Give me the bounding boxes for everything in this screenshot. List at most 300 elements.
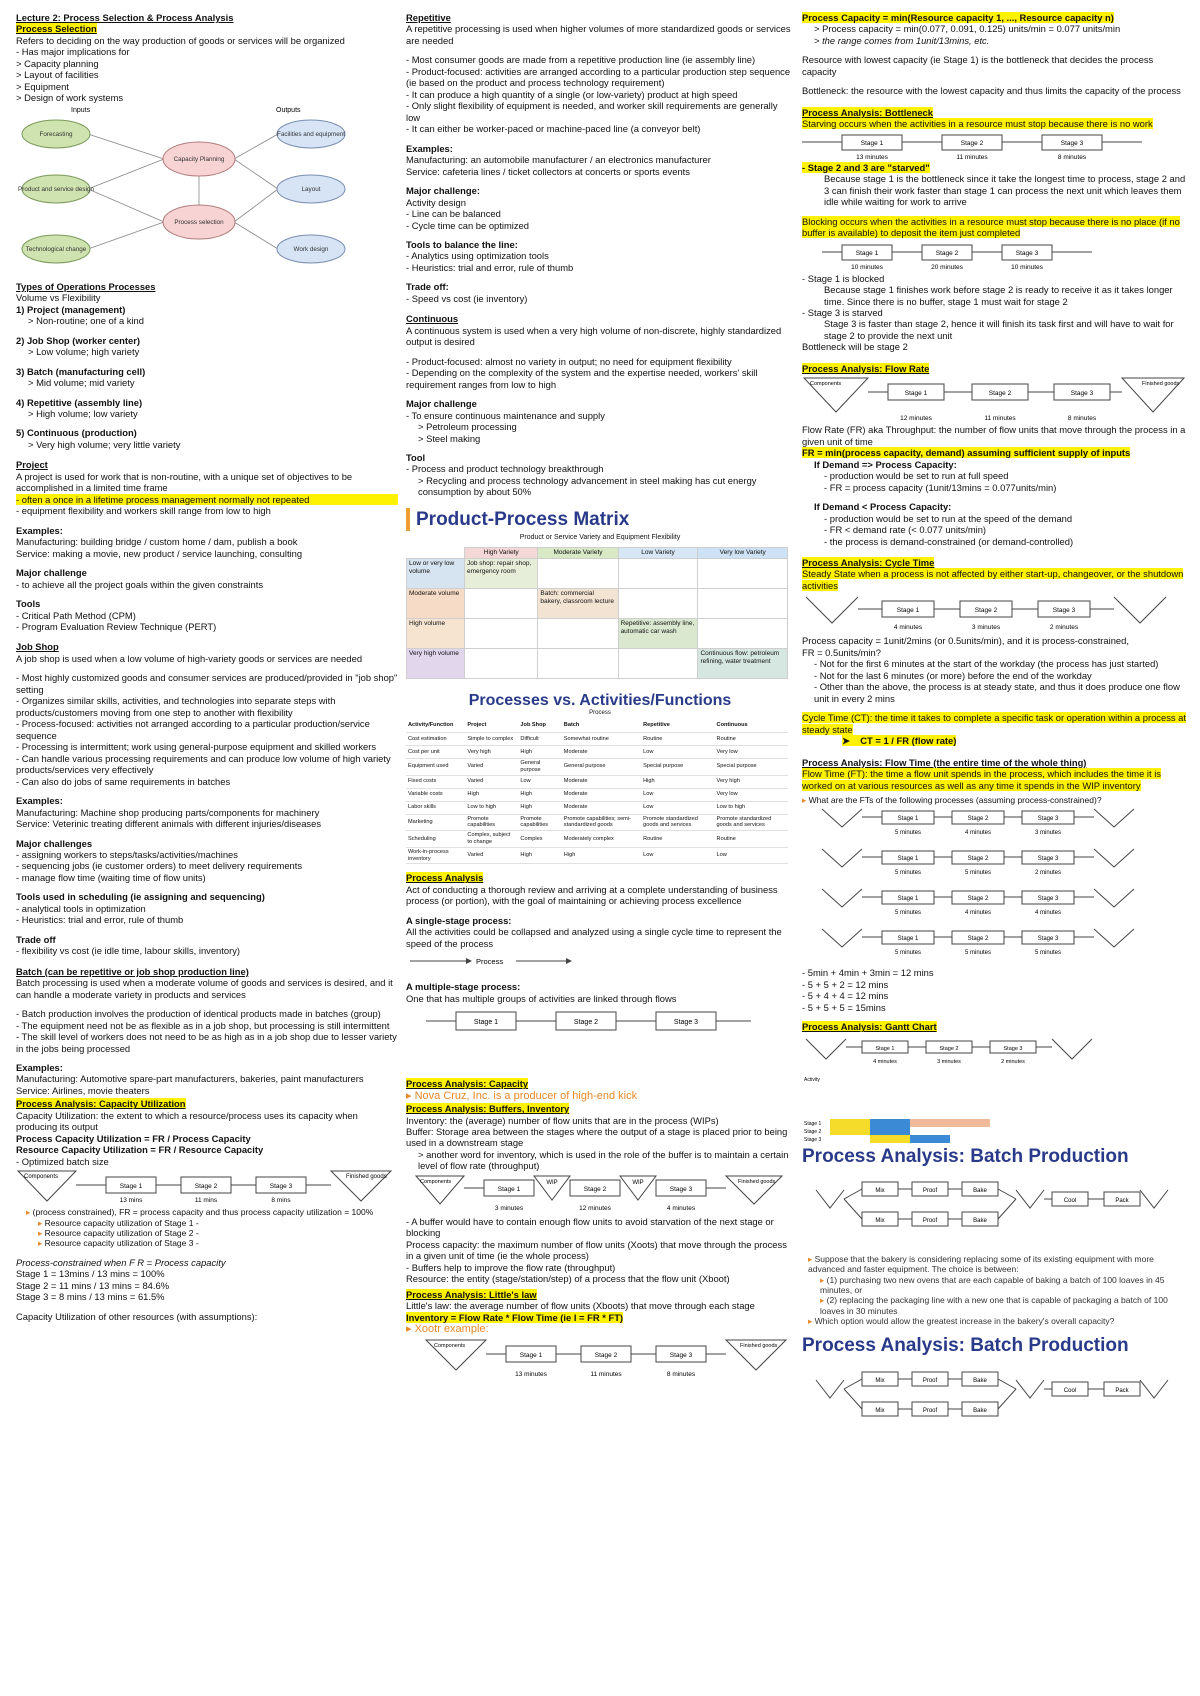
table-cell: Moderate xyxy=(562,775,641,788)
svg-text:3 minutes: 3 minutes xyxy=(494,1204,524,1212)
svg-text:Process: Process xyxy=(476,957,504,967)
ps-item: > Layout of facilities xyxy=(16,69,99,81)
table-cell: Promote standardized goods and services xyxy=(715,814,788,831)
table-cell: Promote standardized goods and services xyxy=(641,814,714,831)
table-cell: Cost per unit xyxy=(406,745,465,758)
rep-line: - It can either be worker-paced or machine-paced line (a conveyor belt) xyxy=(406,123,701,135)
bakery-step-label: Bake xyxy=(973,1407,987,1414)
buf-line: Inventory: the (average) number of flow units that are in the process (WIPs) xyxy=(406,1114,719,1126)
example-line: Manufacturing: building bridge / custom home / dam, publish a book xyxy=(16,536,298,548)
buffer-flow-diagram xyxy=(406,1172,794,1216)
column-2 xyxy=(406,12,794,1688)
svg-text:Components: Components xyxy=(810,381,842,388)
rep-line: - It can produce a high quantity of a single (or low-variety) product at high speed xyxy=(406,88,738,100)
svg-text:Stage 3: Stage 3 xyxy=(269,1183,293,1191)
capacity-heading: Process Analysis: Capacity xyxy=(406,1078,529,1090)
buf-line: Buffer: Storage area between the stages where the output of a stage is placed prior to being used in a downstream stage xyxy=(406,1125,788,1149)
block-note: Stage 3 is faster than stage 2, hence it will finish its task first and will have to wait for stage 2 to provide the next unit xyxy=(824,318,1174,341)
ft-stage-label: Stage 2 xyxy=(967,896,989,903)
fr-line: - production would be set to run at full speed xyxy=(824,470,1009,482)
svg-text:4 minutes: 4 minutes xyxy=(873,1058,897,1065)
process-capacity-formula: Process Capacity = min(Resource capacity 1, ..., Resource capacity n) xyxy=(802,12,1114,23)
little-line: Inventory = Flow Rate * Flow Time (ie I = FR * FT) xyxy=(406,1311,624,1323)
bakery-step-label: Bake xyxy=(973,1187,987,1194)
challenge-line: - assigning workers to steps/tasks/activities/machines xyxy=(16,848,238,860)
gantt-row-label: Stage 1 xyxy=(804,1120,822,1127)
job-line: - Process-focused: activities not arranged according to a particular production/service sequence xyxy=(16,718,370,741)
svg-text:Finished goods: Finished goods xyxy=(1142,381,1180,388)
table-row xyxy=(406,847,788,864)
block-note: Bottleneck will be stage 2 xyxy=(802,341,908,353)
fr-line: FR = min(process capacity, demand) assuming sufficient supply of inputs xyxy=(802,447,1131,459)
svg-text:Stage 3: Stage 3 xyxy=(1060,139,1084,147)
table-cell: General purpose xyxy=(562,758,641,775)
svg-text:13 minutes: 13 minutes xyxy=(515,1371,547,1379)
table-cell: Labor skills xyxy=(406,801,465,814)
cu-line: Process Capacity Utilization = FR / Process Capacity xyxy=(16,1132,251,1144)
ft-stage-label: Stage 1 xyxy=(897,936,919,943)
process-analysis-heading: Process Analysis xyxy=(406,872,484,884)
table-cell: Promote capabilities; semi-standardized goods xyxy=(562,814,641,831)
type-name: 4) Repetitive (assembly line) xyxy=(16,396,143,408)
svg-text:Stage 3: Stage 3 xyxy=(1070,390,1094,398)
gantt-bar xyxy=(830,1119,870,1127)
major-challenge-heading: Major challenge xyxy=(406,398,477,410)
tool-line: - Critical Path Method (CPM) xyxy=(16,609,136,621)
starve-flow-diagram xyxy=(802,130,1186,162)
tool-line: - Analytics using optimization tools xyxy=(406,250,549,262)
table-cell: Varied xyxy=(465,847,518,864)
table-cell: Special purpose xyxy=(641,758,714,775)
table-cell: High xyxy=(465,788,518,801)
rep-line: - Product-focused: activities are arranged according to a particular production step sequence (ie based on the product and process technology requirement) xyxy=(406,65,791,89)
capacity-bullet: ▸ Nova Cruz, Inc. is a producer of high-end kick xyxy=(406,1089,638,1102)
fr-line: Flow Rate (FR) aka Throughput: the number of flow units that move through the process in a given unit of time xyxy=(802,424,1186,447)
ft-stage-label: Stage 2 xyxy=(967,816,989,823)
continuous-heading: Continuous xyxy=(406,313,459,325)
cu-other: Capacity Utilization of other resources (with assumptions): xyxy=(16,1310,258,1322)
tool-line: - Heuristics: trial and error, rule of thumb xyxy=(16,914,184,926)
project-line: - equipment flexibility and workers skill range from low to high xyxy=(16,505,271,517)
ft-stage-time: 5 minutes xyxy=(894,950,922,957)
block-note: - Stage 1 is blocked xyxy=(802,272,885,284)
svg-text:8 minutes: 8 minutes xyxy=(666,1371,696,1379)
cu-calc: Stage 1 = 13mins / 13 mins = 100% xyxy=(16,1268,165,1280)
matrix-row-header: Very high volume xyxy=(407,648,465,678)
table-cell: Routine xyxy=(641,732,714,745)
rep-line: - Only slight flexibility of equipment is needed, and worker skill requirements are generally low xyxy=(406,100,778,123)
svg-text:12 minutes: 12 minutes xyxy=(579,1204,611,1212)
svg-text:8 mins: 8 mins xyxy=(271,1197,291,1205)
ft-flow-2 xyxy=(822,849,1134,876)
major-challenge-heading: Major challenge: xyxy=(406,185,480,197)
inputs-label: Inputs xyxy=(71,106,91,114)
table-cell: Very low xyxy=(715,745,788,758)
svg-text:11 minutes: 11 minutes xyxy=(590,1371,622,1379)
table-header: Activity/Function xyxy=(406,719,465,732)
type-name: 1) Project (management) xyxy=(16,303,126,315)
ft-stage-time: 3 minutes xyxy=(1034,830,1062,837)
table-cell: High xyxy=(518,745,561,758)
svg-text:3 minutes: 3 minutes xyxy=(971,624,1001,632)
matrix-cell: Job shop: repair shop, emergency room xyxy=(465,558,538,588)
svg-text:Stage 2: Stage 2 xyxy=(573,1019,599,1027)
table-cell: Low xyxy=(641,788,714,801)
table-row xyxy=(406,732,788,745)
matrix-col-header: Low Variety xyxy=(618,547,698,558)
example-line: Service: cafeteria lines / ticket collectors at concerts or sports events xyxy=(406,165,690,177)
table-cell: Variable costs xyxy=(406,788,465,801)
example-line: Service: Airlines, movie theaters xyxy=(16,1084,150,1096)
table-cell: Fixed costs xyxy=(406,775,465,788)
pc-line: > Process capacity = min(0.077, 0.091, 0.125) units/min = 0.077 units/min xyxy=(814,23,1121,35)
ft-stage-label: Stage 3 xyxy=(1037,936,1059,943)
trade-off-heading: Trade off xyxy=(16,933,56,945)
ft-flow-1 xyxy=(822,809,1134,836)
tools-heading: Tools xyxy=(16,598,41,610)
ft-stage-time: 5 minutes xyxy=(964,870,992,877)
batch-bullet: ▸ Which option would allow the greatest increase in the bakery's overall capacity? xyxy=(808,1316,1115,1327)
svg-text:Stage 2: Stage 2 xyxy=(960,139,984,147)
flow-time-question: ▸ What are the FTs of the following processes (assuming process-constrained)? xyxy=(802,795,1102,806)
table-cell: Very low xyxy=(715,788,788,801)
svg-text:WIP: WIP xyxy=(546,1179,558,1186)
types-subheading: Volume vs Flexibility xyxy=(16,292,101,304)
node-label: Process selection xyxy=(174,218,224,226)
ft-stage-time: 4 minutes xyxy=(964,830,992,837)
bakery-step-label: Bake xyxy=(973,1377,987,1384)
tool-line: > Recycling and process technology advancement in steel making has cut energy consumption by about 50% xyxy=(418,474,757,498)
gantt-heading: Process Analysis: Gantt Chart xyxy=(802,1021,937,1033)
littles-law-heading: Process Analysis: Little's law xyxy=(406,1288,537,1300)
table-cell: Promote capabilities xyxy=(465,814,518,831)
capacity-utilization-heading: Process Analysis: Capacity Utilization xyxy=(16,1098,186,1110)
challenge-line: - To ensure continuous maintenance and supply xyxy=(406,409,605,421)
ct-line: Cycle Time (CT): the time it takes to complete a specific task or operation within a process at steady state xyxy=(802,712,1186,735)
batch-line: - The equipment need not be as flexible as in a job shop, but processing is still intermittent xyxy=(16,1019,390,1031)
ft-answer: - 5 + 5 + 5 = 15mins xyxy=(802,1001,886,1013)
bakery-step-label: Cool xyxy=(1063,1197,1077,1204)
challenge-line: - to achieve all the project goals within the given constraints xyxy=(16,578,264,590)
job-line: - Can handle various processing requirements and can produce low volume of high variety products/services very effectively xyxy=(16,752,391,776)
job-line: A job shop is used when a low volume of high-variety goods or services are needed xyxy=(16,652,363,664)
examples-heading: Examples: xyxy=(16,795,63,807)
bottleneck-paragraph: Bottleneck: the resource with the lowest capacity and thus limits the capacity of the process xyxy=(802,85,1181,97)
svg-text:Stage 2: Stage 2 xyxy=(988,390,1012,398)
job-shop-heading: Job Shop xyxy=(16,641,59,653)
column-1 xyxy=(16,12,398,1688)
cu-bullet: ▸ Resource capacity utilization of Stage 3 - xyxy=(38,1238,199,1249)
example-line: Service: making a movie, new product / service launching, consulting xyxy=(16,547,303,559)
svg-text:Stage 3: Stage 3 xyxy=(1003,1045,1023,1052)
ct-formula: ➤ CT = 1 / FR (flow rate) xyxy=(842,735,957,747)
tool-line: - Program Evaluation Review Technique (PERT) xyxy=(16,621,217,632)
svg-text:4 minutes: 4 minutes xyxy=(893,624,923,632)
svg-text:Stage 1: Stage 1 xyxy=(519,1352,543,1360)
batch-bullet: ▸ (2) replacing the packaging line with a new one that is capable of packaging a batch of 100 loaves in 30 minutes xyxy=(820,1295,1168,1316)
matrix-cell: Batch: commercial bakery, classroom lecture xyxy=(538,588,618,618)
challenge-line: Activity design xyxy=(406,196,466,208)
gantt-bar xyxy=(870,1127,910,1135)
buf-line: > another word for inventory, which is used in the role of the buffer is to maintain a certain level of flow rate (throughput) xyxy=(418,1148,789,1172)
lecture-title: Lecture 2: Process Selection & Process Analysis xyxy=(16,12,234,23)
gantt-bar xyxy=(870,1135,910,1143)
activities-table xyxy=(406,719,788,864)
trade-off-heading: Trade off: xyxy=(406,281,449,293)
svg-text:2 minutes: 2 minutes xyxy=(1049,624,1079,632)
svg-text:Components: Components xyxy=(420,1178,452,1185)
cont-line: A continuous system is used when a very high volume of non-discrete, highly standardized output is desired xyxy=(406,324,782,348)
table-cell: Equipment used xyxy=(406,758,465,775)
ft-stage-time: 4 minutes xyxy=(964,910,992,917)
table-cell: Routine xyxy=(715,831,788,848)
multi-stage-diagram xyxy=(406,1004,794,1038)
pc-line: > the range comes from 1unit/13mins, etc. xyxy=(814,34,990,46)
fr-line: If Demand => Process Capacity: xyxy=(814,458,957,470)
tool-line: - Heuristics: trial and error, rule of thumb xyxy=(406,261,574,273)
table-header-row xyxy=(406,719,788,732)
type-name: 3) Batch (manufacturing cell) xyxy=(16,365,146,377)
matrix-col-header: Moderate Variety xyxy=(538,547,618,558)
fr-line: If Demand < Process Capacity: xyxy=(814,501,952,513)
table-cell: Varied xyxy=(465,758,518,775)
matrix-cell: Continuous flow: petroleum refining, water treatment xyxy=(698,648,788,678)
bakery-step-label: Mix xyxy=(875,1217,885,1224)
bakery-diagram-2 xyxy=(802,1358,1186,1438)
table-header: Job Shop xyxy=(518,719,561,732)
svg-text:Stage 1: Stage 1 xyxy=(875,1045,895,1052)
node-label: Forecasting xyxy=(39,130,73,138)
tools-heading: Tools used in scheduling (ie assigning and sequencing) xyxy=(16,891,265,903)
table-cell: Difficult xyxy=(518,732,561,745)
pa-line: Act of conducting a thorough review and arriving at a complete understanding of business process (or portion), with the goal of maintaining or achieving process excellence xyxy=(406,883,778,907)
cu-calc: Stage 3 = 8 mins / 13 mins = 61.5% xyxy=(16,1291,165,1303)
block-note: Because stage 1 finishes work before stage 2 is ready to receive it as it takes longer time. Since there is no buffer, stage 1 must wait for stage 2 xyxy=(824,284,1173,307)
ft-stage-label: Stage 3 xyxy=(1037,856,1059,863)
svg-text:13 mins: 13 mins xyxy=(119,1197,143,1205)
gantt-bar xyxy=(950,1119,990,1127)
acts-title: Processes vs. Activities/Functions xyxy=(468,691,732,709)
block-note: - Stage 3 is starved xyxy=(802,306,883,318)
batch-heading: Batch (can be repetitive or job shop production line) xyxy=(16,965,249,977)
svg-text:13 minutes: 13 minutes xyxy=(856,153,888,161)
ft-stage-time: 5 minutes xyxy=(894,910,922,917)
table-cell: Cost estimation xyxy=(406,732,465,745)
table-cell: Low xyxy=(641,801,714,814)
types-heading: Types of Operations Processes xyxy=(16,280,156,292)
ft-answer: - 5 + 5 + 2 = 12 mins xyxy=(802,978,889,990)
svg-text:2 minutes: 2 minutes xyxy=(1001,1058,1025,1065)
examples-heading: Examples: xyxy=(16,1062,63,1073)
ft-answer: - 5 + 4 + 4 = 12 mins xyxy=(802,990,889,1002)
ft-stage-time: 5 minutes xyxy=(1034,950,1062,957)
table-cell: Complex xyxy=(518,831,561,848)
ft-stage-time: 5 minutes xyxy=(894,830,922,837)
table-header: Project xyxy=(465,719,518,732)
flow-time-diagrams xyxy=(802,805,1186,967)
table-cell: Special purpose xyxy=(715,758,788,775)
example-line: Manufacturing: Machine shop producing parts/components for machinery xyxy=(16,806,320,818)
svg-text:11 mins: 11 mins xyxy=(194,1197,218,1205)
node-label: Capacity Planning xyxy=(173,155,225,163)
svg-text:Components: Components xyxy=(434,1343,466,1350)
table-cell: Scheduling xyxy=(406,831,465,848)
bakery-step-label: Proof xyxy=(922,1377,938,1384)
svg-text:Finished goods: Finished goods xyxy=(346,1174,387,1181)
product-process-matrix xyxy=(406,547,788,679)
starve-note: Because stage 1 is the bottleneck since it take the longest time to process, stage 2 and 3 can finish their work faster than stage 1 can process the next unit which leaves them idle while waiting for work to arrive xyxy=(824,173,1186,208)
svg-text:8 minutes: 8 minutes xyxy=(1067,415,1097,423)
ft-stage-time: 5 minutes xyxy=(964,950,992,957)
gantt-row-label: Activity xyxy=(804,1076,820,1083)
ct-line: FR = 0.5units/min? xyxy=(802,646,881,658)
cu-flow-diagram xyxy=(16,1167,398,1207)
table-cell: High xyxy=(641,775,714,788)
batch-line: - Batch production involves the production of identical products made in batches (group) xyxy=(16,1008,381,1020)
little-line: Little's law: the average number of flow units (Xboots) that move through each stage xyxy=(406,1300,755,1312)
svg-text:Stage 2: Stage 2 xyxy=(939,1045,959,1052)
type-desc: > High volume; low variety xyxy=(28,407,138,419)
type-desc: > Mid volume; mid variety xyxy=(28,377,135,389)
trade-off-line: - Speed vs cost (ie inventory) xyxy=(406,292,528,304)
table-cell: Moderate xyxy=(562,788,641,801)
table-cell: High xyxy=(518,801,561,814)
table-cell: Low xyxy=(641,745,714,758)
batch-line: Batch processing is used when a moderate volume of goods and services is desired, and it can handle a moderate variety in products and services xyxy=(16,977,393,1000)
batch-production-title: Process Analysis: Batch Production xyxy=(802,1145,1129,1167)
multi-stage-heading: A multiple-stage process: xyxy=(406,981,521,993)
svg-text:20 minutes: 20 minutes xyxy=(931,263,963,271)
matrix-row-header: Moderate volume xyxy=(407,588,465,618)
bottleneck-paragraph: Resource with lowest capacity (ie Stage 1) is the bottleneck that decides the process capacity xyxy=(802,54,1154,77)
table-row xyxy=(406,831,788,848)
cu-bullet: ▸ Resource capacity utilization of Stage 1 - xyxy=(38,1217,199,1228)
challenge-line: - sequencing jobs (ie customer orders) to meet delivery requirements xyxy=(16,860,303,872)
steady-state-line: Steady State when a process is not affected by either start-up, changeover, or the shutdown activities xyxy=(802,568,1184,591)
single-stage-diagram xyxy=(406,949,794,973)
table-cell: Low xyxy=(518,775,561,788)
ft-flow-3 xyxy=(822,889,1134,916)
svg-text:3 minutes: 3 minutes xyxy=(937,1058,961,1065)
cycle-time-heading: Process Analysis: Cycle Time xyxy=(802,557,935,568)
single-stage-text: All the activities could be collapsed and analyzed using a single cycle time to represent the speed of the process xyxy=(406,926,782,949)
rep-line: - Most consumer goods are made from a repetitive production line (ie assembly line) xyxy=(406,54,756,66)
table-cell: Moderate xyxy=(562,801,641,814)
table-cell: Somewhat routine xyxy=(562,732,641,745)
table-header: Repetitive xyxy=(641,719,714,732)
matrix-row-header: Low or very low volume xyxy=(407,558,465,588)
example-line: Manufacturing: Automotive spare-part manufacturers, bakeries, paint manufacturers xyxy=(16,1073,364,1085)
svg-text:Stage 1: Stage 1 xyxy=(904,390,928,398)
svg-text:Stage 3: Stage 3 xyxy=(1052,607,1076,615)
table-header: Continuous xyxy=(715,719,788,732)
flow-rate-diagram xyxy=(802,374,1186,424)
cycle-time-diagram xyxy=(802,591,1186,635)
flow-time-heading: Process Analysis: Flow Time (the entire time of the whole thing) xyxy=(802,756,1087,768)
bottleneck-heading: Process Analysis: Bottleneck xyxy=(802,106,933,118)
svg-text:WIP: WIP xyxy=(632,1179,644,1186)
svg-text:Stage 3: Stage 3 xyxy=(1015,249,1039,257)
table-row xyxy=(406,775,788,788)
svg-text:Stage 2: Stage 2 xyxy=(974,607,998,615)
table-row xyxy=(406,814,788,831)
tools-heading: Tools to balance the line: xyxy=(406,238,518,250)
svg-text:Components: Components xyxy=(24,1174,59,1181)
ps-item: > Capacity planning xyxy=(16,57,99,69)
svg-text:Stage 1: Stage 1 xyxy=(497,1185,521,1193)
bakery-step-label: Mix xyxy=(875,1377,885,1384)
table-cell: Marketing xyxy=(406,814,465,831)
svg-text:Stage 3: Stage 3 xyxy=(673,1019,699,1027)
table-cell: Low xyxy=(715,847,788,864)
batch-bullet: ▸ (1) purchasing two new ovens that are each capable of baking a batch of 100 loaves in 45 minutes, or xyxy=(820,1274,1165,1295)
cu-line: Capacity Utilization: the extent to which a resource/process uses its capacity when producing its output xyxy=(16,1109,358,1133)
ft-answer: - 5min + 4min + 3min = 12 mins xyxy=(802,967,934,979)
starve-line: Starving occurs when the activities in a resource must stop because there is no work xyxy=(802,118,1153,130)
node-label: Work design xyxy=(293,245,329,253)
svg-text:Stage 1: Stage 1 xyxy=(473,1019,499,1027)
table-cell: Promote capabilities xyxy=(518,814,561,831)
bakery-flow xyxy=(816,1372,1168,1416)
matrix-cell: Repetitive: assembly line, automatic car wash xyxy=(618,618,698,648)
svg-text:Stage 2: Stage 2 xyxy=(594,1352,618,1360)
gantt-row-label: Stage 3 xyxy=(804,1136,822,1143)
gantt-bar xyxy=(910,1135,950,1143)
cu-line: Resource Capacity Utilization = FR / Resource Capacity xyxy=(16,1144,264,1156)
bakery-flow xyxy=(816,1182,1168,1226)
gantt-bar xyxy=(830,1127,870,1135)
process-selection-heading: Process Selection xyxy=(16,23,97,35)
table-cell: Work-in-process inventory xyxy=(406,847,465,864)
batch-line: - The skill level of workers does not need to be as high as in a job shop due to lesser variety in the jobs being processed xyxy=(16,1031,397,1054)
ft-stage-label: Stage 2 xyxy=(967,936,989,943)
table-cell: High xyxy=(518,847,561,864)
ft-stage-label: Stage 1 xyxy=(897,896,919,903)
ft-stage-time: 5 minutes xyxy=(894,870,922,877)
matrix-col-header: Very low Variety xyxy=(698,547,788,558)
svg-text:Stage 1: Stage 1 xyxy=(860,139,884,147)
job-line: - Can also do jobs of same requirements in batches xyxy=(16,775,231,787)
outputs-label: Outputs xyxy=(276,106,301,114)
fr-line: - FR = process capacity (1unit/13mins = 0.077units/min) xyxy=(824,481,1057,493)
gantt-row-label: Stage 2 xyxy=(804,1128,822,1135)
type-desc: > Low volume; high variety xyxy=(28,346,140,358)
ps-item: > Equipment xyxy=(16,80,69,92)
bakery-step-label: Proof xyxy=(922,1407,938,1414)
table-cell: High xyxy=(562,847,641,864)
ps-item: > Design of work systems xyxy=(16,92,124,104)
bakery-step-label: Pack xyxy=(1115,1387,1129,1394)
table-cell: Moderate xyxy=(562,745,641,758)
block-line: Blocking occurs when the activities in a resource must stop because there is no place (if no buffer is available) to deposit the item just completed xyxy=(802,215,1180,239)
ct-line: - Not for the first 6 minutes at the start of the workday (the process has just started) xyxy=(814,658,1159,670)
cont-line: - Depending on the complexity of the system and the expertise needed, workers' skill requirement ranges from low to high xyxy=(406,367,758,390)
cu-calc: Stage 2 = 11 mins / 13 mins = 84.6% xyxy=(16,1279,170,1291)
fr-line: - production would be set to run at the speed of the demand xyxy=(824,512,1073,524)
single-stage-heading: A single-stage process: xyxy=(406,914,512,926)
bakery-step-label: Bake xyxy=(973,1217,987,1224)
type-name: 5) Continuous (production) xyxy=(16,427,137,439)
example-line: Manufacturing: an automobile manufacturer / an electronics manufacturer xyxy=(406,154,711,166)
cu-line: - Optimized batch size xyxy=(16,1155,109,1167)
table-row xyxy=(406,758,788,775)
tool-line: - analytical tools in optimization xyxy=(16,902,146,914)
svg-text:8 minutes: 8 minutes xyxy=(1057,153,1087,161)
svg-text:Stage 2: Stage 2 xyxy=(935,249,959,257)
project-line: A project is used for work that is non-routine, with a unique set of objectives to be accomplished in a limited time frame xyxy=(16,470,353,494)
table-cell: Low xyxy=(641,847,714,864)
table-row xyxy=(406,801,788,814)
